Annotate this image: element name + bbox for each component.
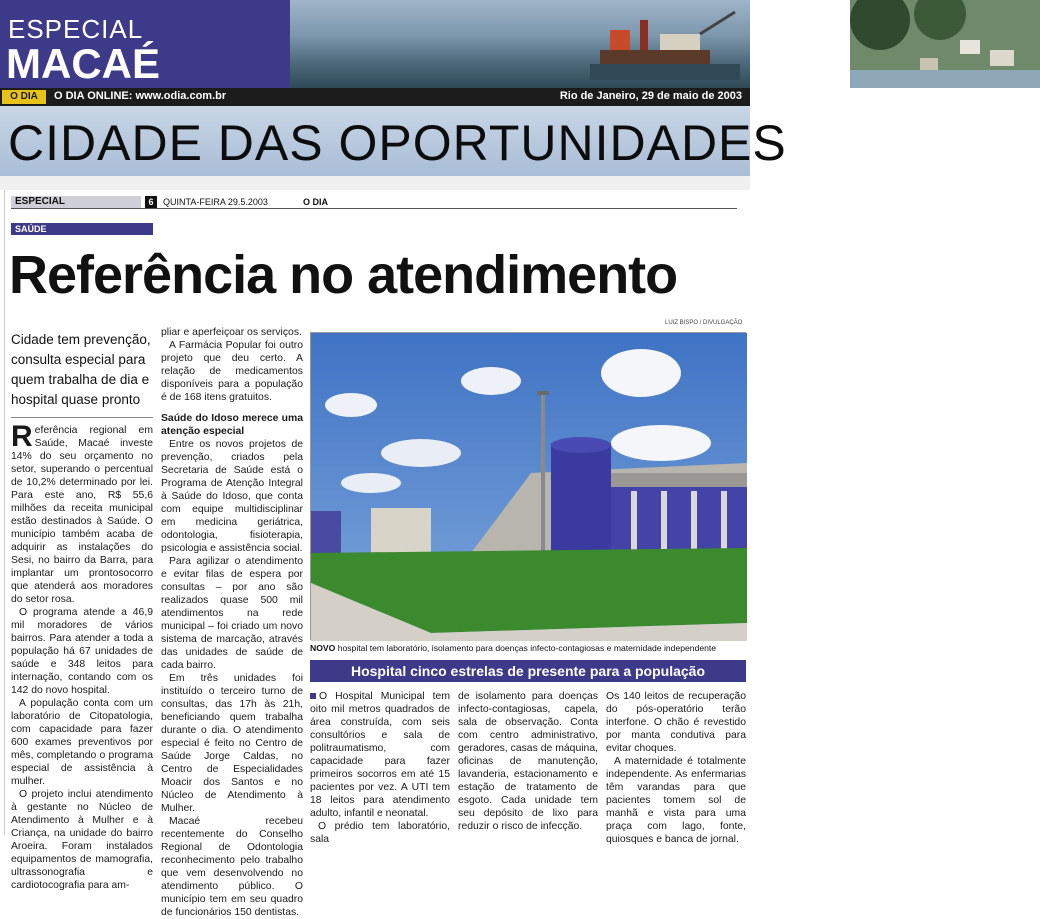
section-bar <box>11 196 737 209</box>
website-line: O DIA ONLINE: www.odia.com.br <box>54 90 227 102</box>
paragraph: Macaé recebeu recentemente do Conselho Regional de Odontologia reconhecimento pelo trabalho que vem desenvolvendo no atendimento público. O município tem em seu quadro de funcionários 150 dentistas. <box>161 816 303 918</box>
hospital-photo <box>310 332 746 640</box>
headline: Referência no atendimento <box>9 245 678 305</box>
topic-label: SAÚDE <box>11 223 153 235</box>
dropcap: R <box>11 420 33 453</box>
paragraph: eferência regional em Saúde, Macaé investe 14% do seu orçamento no setor, superando o percentual de 10,2% determinado por lei. Para este ano, R$ 55,6 milhões da receita municipal estão destinados à Saúde. O município também acaba de adquirir as instalações do Sesi, no bairro da Barra, para implantar um prontosocorro que atenderá aos moradores do setor rosa. <box>11 425 153 605</box>
caption-lead: NOVO <box>310 643 336 653</box>
paragraph: Em três unidades foi instituído o terceiro turno de consultas, das 17h às 21h, beneficiando quem trabalha durante o dia. O atendimento especial é feito no Centro de Saúde Jorge Caldas, no Centro de Especialidades Moacir dos Santos e no Núcleo de Atendimento à Mulher. <box>161 673 303 814</box>
subheading: Saúde do Idoso merece uma atenção especial <box>161 413 303 437</box>
paragraph: O projeto inclui atendimento à gestante no Núcleo de Atendimento à Mulher e à Criança, na unidade do bairro Aroeira. Foram instalados equipamentos de mamografia, ultrassonografia e cardiotocografia para am- <box>11 789 153 891</box>
article-column-5 <box>606 690 746 845</box>
paragraph: Os 140 leitos de recuperação do pós-operatório terão interfone. O chão é revestido por manta condutiva para evitar choques. <box>606 691 746 754</box>
newspaper-clipping <box>4 190 746 918</box>
coast-illustration <box>850 0 1040 88</box>
article-column-4 <box>458 690 598 832</box>
masthead-photo <box>290 0 750 88</box>
masthead-banner <box>0 0 750 88</box>
article-column-3 <box>310 690 450 845</box>
paragraph: O programa atende a 46,9 mil moradores de vários bairros. Para atender a toda a população há 67 unidades de saúde e 348 leitos para internação, contando com os 142 do novo hospital. <box>11 607 153 696</box>
article-column-1 <box>11 420 153 891</box>
masthead-especial: ESPECIAL <box>8 14 144 44</box>
paragraph: pliar e aperfeiçoar os serviços. <box>161 327 302 338</box>
newspaper-logo: O DIA <box>2 90 46 104</box>
article-column-2 <box>161 326 303 918</box>
issue-date: Rio de Janeiro, 29 de maio de 2003 <box>559 90 742 102</box>
divider <box>0 176 750 190</box>
section-label: ESPECIAL <box>11 196 141 208</box>
paragraph: A população conta com um laboratório de Citopatologia, com capacidade para fazer 600 exames preventivos por mês, completando o programa especial de assistência à mulher. <box>11 698 153 787</box>
paragraph: Entre os novos projetos de prevenção, criados pela Secretaria de Saúde está o Programa de Atenção Integral à Saúde do Idoso, que conta com equipe multidisciplinar em medicina geriátrica, odontologia, fisioterapia, psicologia e assistência social. <box>161 439 303 554</box>
caption-text: hospital tem laboratório, isolamento para doenças infecto-contagiosas e maternidade independente <box>335 643 717 653</box>
supertitle: CIDADE DAS OPORTUNIDADES <box>8 115 787 171</box>
section-paper: O DIA <box>303 197 329 207</box>
paragraph: Para agilizar o atendimento e evitar filas de espera por consultas – por ano são realizados quase 500 mil atendimentos na rede municipal – foi criado um novo sistema de marcação, através das unidades de saúde de cada bairro. <box>161 556 303 671</box>
deck-rule <box>11 417 153 418</box>
bullet-icon <box>310 693 316 699</box>
box-title: Hospital cinco estrelas de presente para a população <box>310 660 746 682</box>
masthead-subbar <box>0 88 750 106</box>
hospital-illustration <box>311 333 747 641</box>
photo-caption <box>310 643 750 654</box>
oil-rig-illustration <box>590 10 740 80</box>
page-number: 6 <box>145 196 157 208</box>
paragraph: de isolamento para doenças infecto-contagiosas, capela, sala de observação. Conta com centro administrativo, geradores, casas de máquina, oficinas de manutenção, lavanderia, estacionamento e estação de tratamento de esgoto. Cada unidade tem seu depósito de lixo para reduzir o risco de infecção. <box>458 691 598 832</box>
deck: Cidade tem prevenção, consulta especial para quem trabalha de dia e hospital quase pronto <box>11 332 151 407</box>
paragraph: A maternidade é totalmente independente. As enfermarias têm varandas para que pacientes tomem sol de manhã e vista para uma praça com lago, fonte, quiosques e banca de jornal. <box>606 756 746 845</box>
paragraph: O prédio tem laboratório, sala <box>310 821 450 845</box>
paragraph: A Farmácia Popular foi outro projeto que deu certo. A relação de medicamentos disponíveis para a população é de 168 itens gratuitos. <box>161 340 303 403</box>
section-date: QUINTA-FEIRA 29.5.2003 <box>163 197 268 207</box>
masthead-city: MACAÉ <box>6 40 160 87</box>
paragraph: O Hospital Municipal tem oito mil metros quadrados de área construída, com seis consultórios e sala de politraumatismo, com capacidade para fazer primeiros socorros em até 15 pacientes por vez. A UTI tem 18 leitos para atendimento adulto, infantil e neonatal. <box>310 691 450 819</box>
supertitle-band <box>0 106 787 176</box>
photo-credit: LUIZ BISPO / DIVULGAÇÃO <box>665 320 743 326</box>
